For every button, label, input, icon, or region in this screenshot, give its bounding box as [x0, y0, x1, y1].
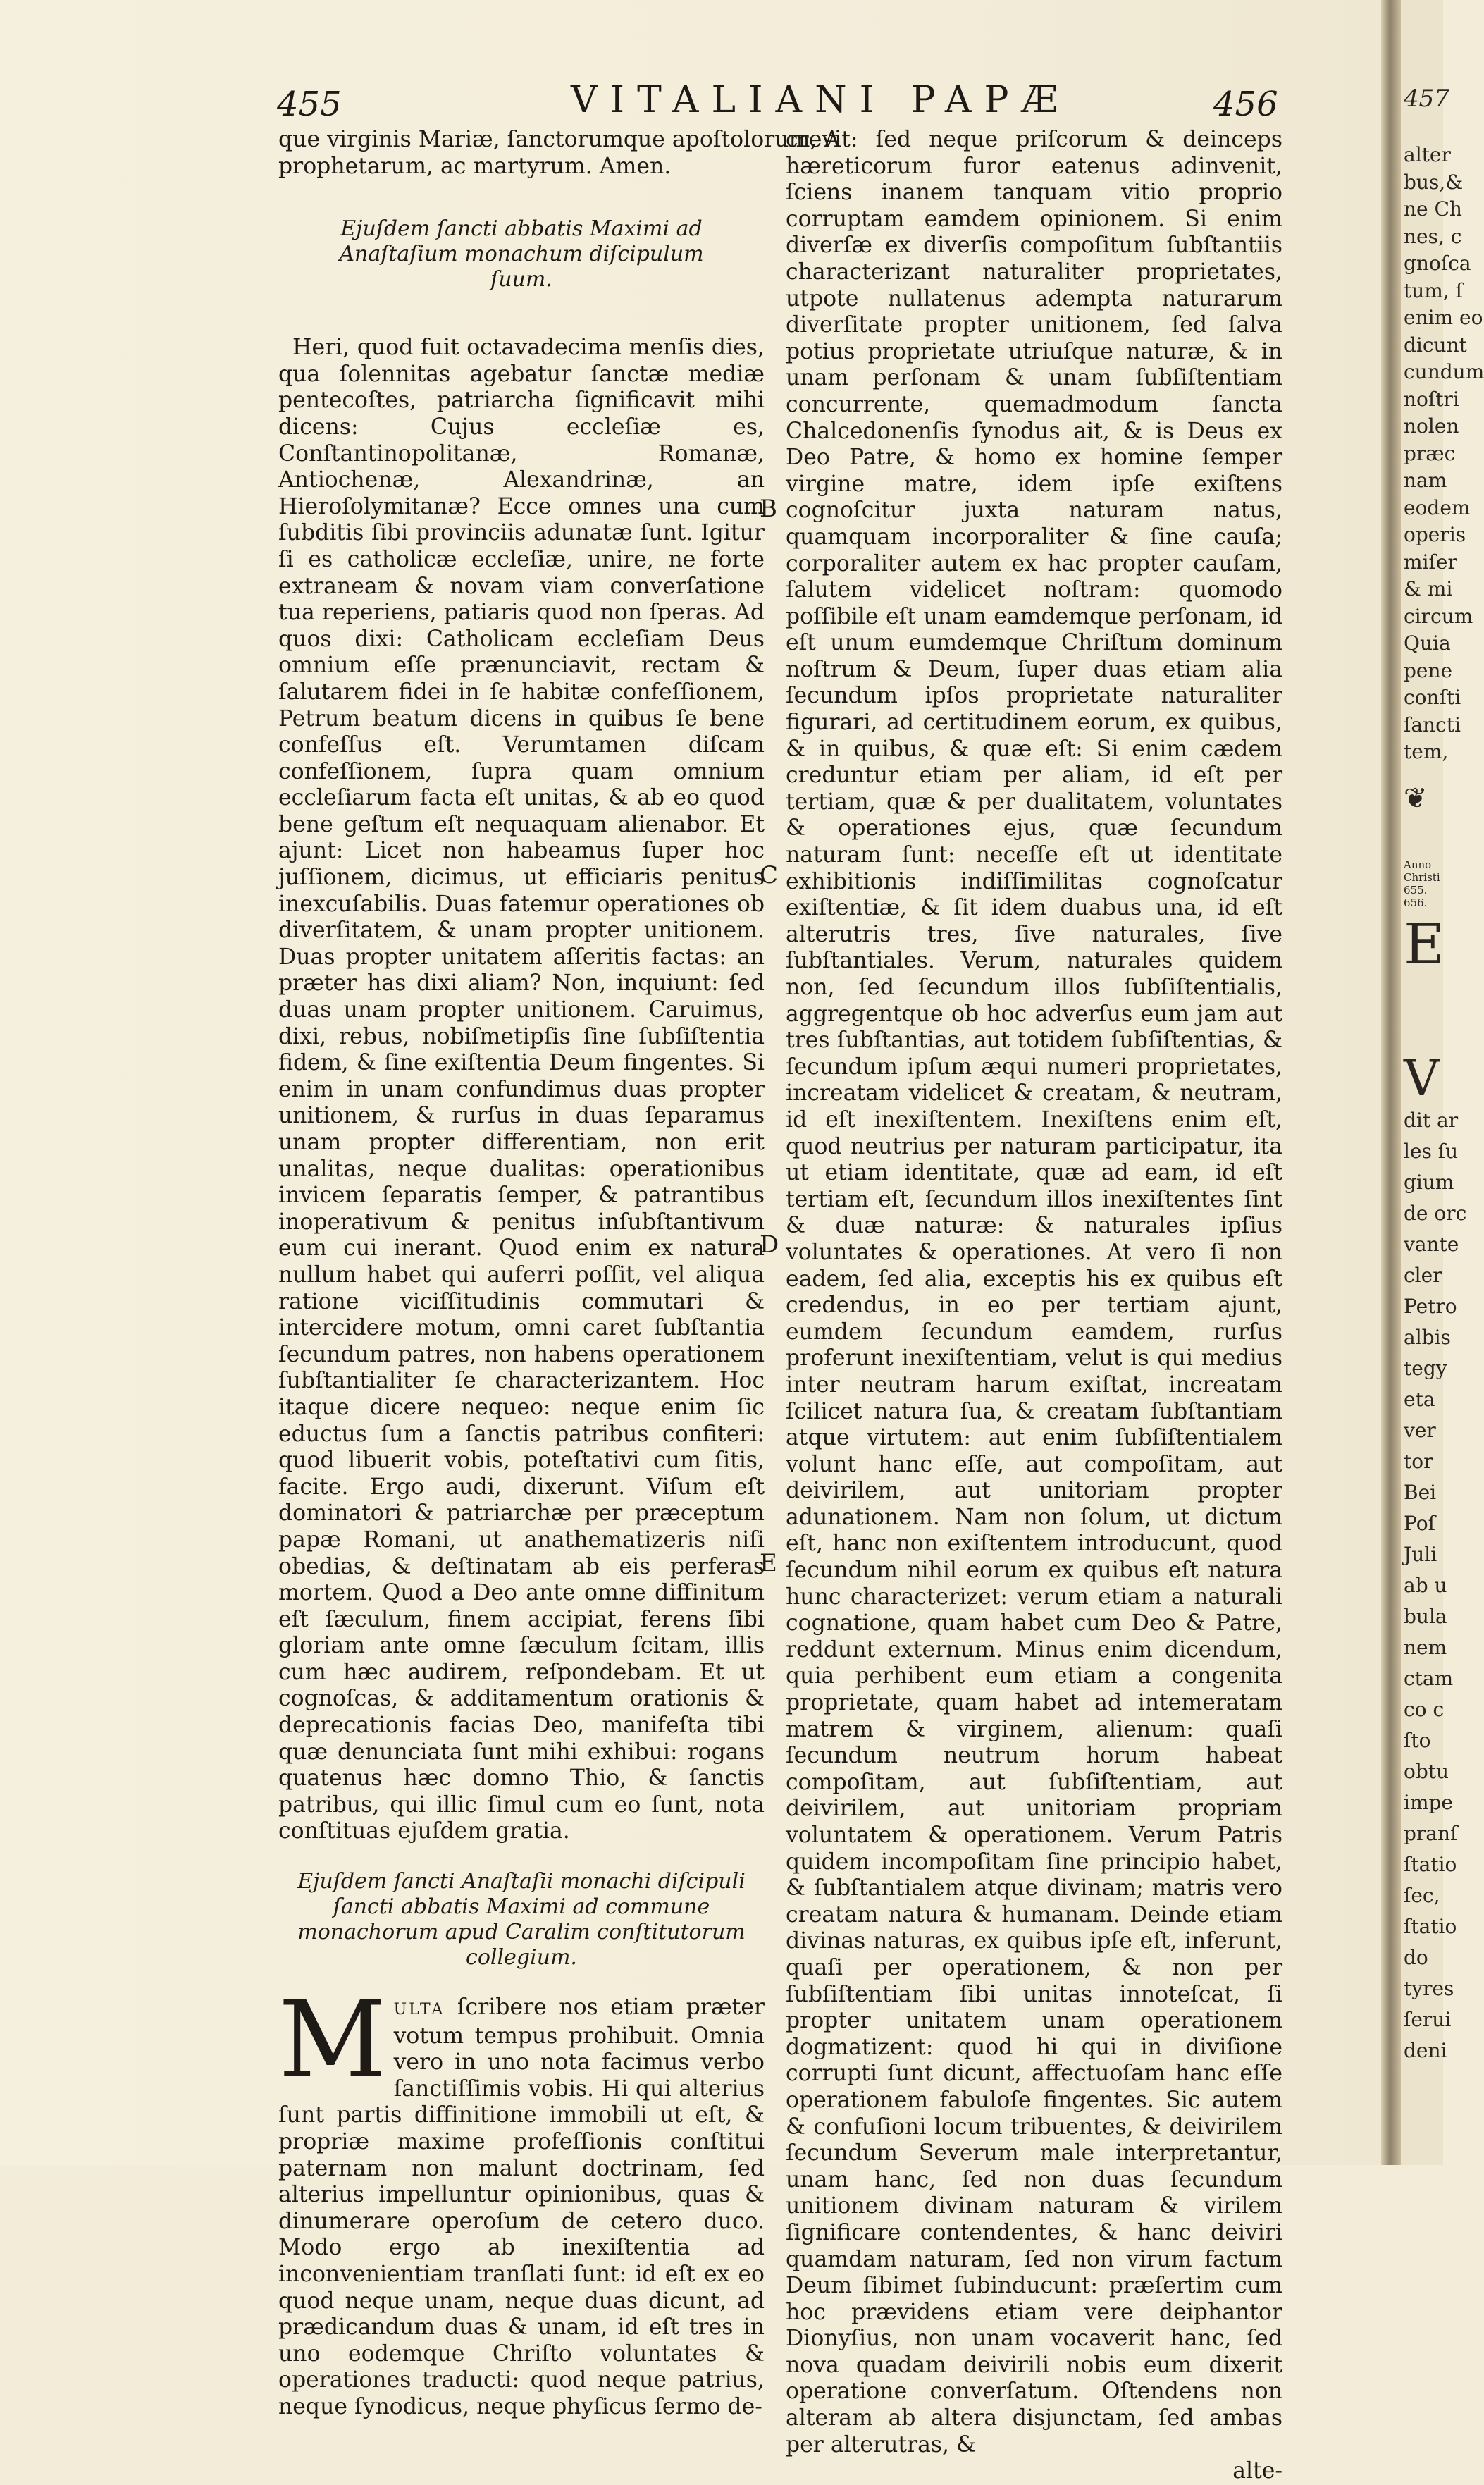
right-column — [786, 127, 1282, 2485]
left-column — [278, 127, 841, 2421]
section-heading: Ejuſdem ſancti Anaſtaſii monachi diſcipuli ſancti abbatis Maximi ad commune monachorum apud Caralim conſtitutorum collegium. — [297, 1869, 746, 1971]
next-page-fragment: eodem — [1404, 495, 1471, 519]
next-page-fragment: vante — [1404, 1233, 1459, 1256]
next-page-fragment: obtu — [1404, 1760, 1449, 1783]
page-number-left: 455 — [277, 85, 342, 124]
section-marker-d: D — [760, 1231, 779, 1259]
next-page-fragment: ſto — [1404, 1729, 1431, 1752]
page-number-right: 456 — [1213, 85, 1278, 124]
year-margin-note: Anno Christi 655. 656. — [1404, 858, 1440, 909]
next-page-fragment: bus,& — [1404, 170, 1464, 194]
next-page-fragment: tor — [1404, 1450, 1433, 1473]
next-page-fragment: ab u — [1404, 1574, 1447, 1597]
next-page-fragment: præc — [1404, 441, 1456, 465]
intro-line: prophetarum, ac martyrum. Amen. — [278, 153, 672, 179]
next-page-fragment: operis — [1404, 523, 1466, 546]
next-page-fragment: Bei — [1404, 1481, 1437, 1504]
next-page-fragment: ne Ch — [1404, 197, 1462, 221]
next-page-fragment: circum — [1404, 604, 1473, 628]
next-page-fragment: bula — [1404, 1605, 1447, 1628]
next-page-fragment: ſec, — [1404, 1884, 1440, 1907]
section-marker-e: E — [760, 1549, 777, 1577]
letter-paragraph: Heri, quod fuit octavadecima menſis dies, qua ſolennitas agebatur ſanctæ mediæ pentecoſtes, patriarcha ſignificavit mihi dicens: Cujus eccleſiæ es, Conſtantinopolitanæ, Romanæ, Antiochenæ, Alexandrinæ, an Hieroſolymitanæ? Ecce omnes una cum ſubditis ſibi provinciis adunatæ ſunt. Igitur ſi es catholicæ eccleſiæ, unire, ne forte extraneam & novam viam converſatione tua reperiens, patiaris quod non ſperas. Ad quos dixi: Catholicam eccleſiam Deus omnium eſſe prænunciavit, rectam & ſalutarem fidei in ſe habitæ confeſſionem, Petrum beatum dicens in quibus ſe bene confeſſus eſt. Verumtamen diſcam confeſſionem, ſupra quam omnium eccleſiarum facta eſt unitas, & ab eo quod bene geſtum eſt nequaquam alienabor. Et ajunt: Licet non habeamus ſuper hoc juſſionem, dicimus, ut efficiaris penitus inexcuſabilis. Duas fatemur operationes ob diverſitatem, & unam propter unitionem. Duas propter unitatem aſſeritis factas: an præter has dixi aliam? Non, inquiunt: ſed duas unam propter unitionem. Caruimus, dixi, rebus, nobiſmetipſis ſine ſubſiſtentia fidem, & ſine exiſtentia Deum fingentes. Si enim in unam confundimus duas propter unitionem, & rurſus in duas ſeparamus unam propter differentiam, non erit unalitas, neque dualitas: operationibus invicem ſeparatis ſemper, & patrantibus inoperativum & penitus inſubſtantivum eum cui inerant. Quod enim ex natura nullum habet qui auferri poſſit, vel aliqua ratione viciſſitudinis commutari & intercidere motum, omni caret ſubſtantia ſecundum patres, non habens operationem ſubſtantialiter ſe characterizantem. Hoc itaque dicere nequeo: neque enim ſic eductus ſum a ſanctis patribus confiteri: quod libuerit vobis, poteſtativi cum ſitis, facite. Ergo audi, dixerunt. Viſum eſt dominatori & patriarchæ per præceptum papæ Romani, ut anathematizeris niſi obedias, & deſtinatam ab eis perferas mortem. Quod a Deo ante omne diffinitum eſt ſæculum, finem accipiat, ferens ſibi gloriam ante omne ſæculum ſcitam, illis cum hæc audirem, reſpondebam. Et ut cognoſcas, & additamentum orationis & deprecationis facias Deo, manifeſta tibi quæ denunciata ſunt mihi exhibui: rogans quatenus hæc domno Thio, & ſanctis patribus, qui illic ſimul cum eo ſunt, nota conſtituas ejuſdem gratia. — [278, 335, 765, 1844]
book-gutter — [1381, 0, 1401, 2165]
next-page-fragment: & mi — [1404, 577, 1453, 600]
next-page-fragment: albis — [1404, 1326, 1451, 1349]
next-page-fragment: nem — [1404, 1636, 1447, 1659]
section-marker-c: C — [760, 861, 779, 889]
section-marker-b: B — [760, 495, 777, 523]
next-page-fragment: ver — [1404, 1419, 1436, 1442]
paragraph-text: ſcribere nos etiam præter votum tempus prohibuit. Omnia vero in uno nota facimus verbo ſanctiſſimis vobis. Hi qui alterius ſunt partis diffinitione immobili ut eſt, & propriæ maxime profeſſionis conſtitui paternam non malunt doctrinam, ſed alterius impelluntur opinionibus, quas & dinumerare operoſum de cetero duco. Modo ergo ab inexiſtentia ad inconvenientiam tranſlati ſunt: id eſt ex eo quod neque unam, neque duas dicunt, ad prædicandum duas & unam, id eſt tres in uno eodemque Chriſto voluntates & operationes traducti: quod neque patrius, neque ſynodicus, neque phyſicus ſermo de- — [278, 1994, 765, 2419]
next-page-fragment: cler — [1404, 1264, 1442, 1287]
next-page-fragment: deni — [1404, 2039, 1447, 2062]
next-page-fragment: nam — [1404, 469, 1447, 492]
next-page-fragment: cundum — [1404, 360, 1484, 383]
next-page-fragment: ſancti — [1404, 713, 1461, 736]
catchword: alte- — [1232, 2458, 1282, 2484]
intro-line: que virginis Mariæ, ſanctorumque apoſtolorum, A — [278, 127, 841, 152]
next-page-fragment: do — [1404, 1946, 1428, 1969]
ornament-icon: ❦ — [1404, 782, 1428, 815]
next-page-fragment: gium — [1404, 1171, 1454, 1194]
next-page-fragment: co c — [1404, 1698, 1445, 1721]
next-page-fragment: dicunt — [1404, 333, 1467, 357]
next-page-fragment: Petro — [1404, 1295, 1457, 1318]
next-page-fragment: Poſ — [1404, 1512, 1435, 1535]
next-page-fragment: tegy — [1404, 1357, 1447, 1380]
next-page-fragment: conſti — [1404, 686, 1461, 709]
next-page-fragment: noſtri — [1404, 387, 1459, 411]
next-page-fragment: ctam — [1404, 1667, 1454, 1690]
next-page-fragment: Quia — [1404, 631, 1451, 655]
next-page-fragment: de orc — [1404, 1202, 1467, 1225]
next-page-edge — [1401, 0, 1484, 2165]
section-heading: Ejuſdem ſancti abbatis Maximi ad Anaſtaſium monachum diſcipulum ſuum. — [339, 216, 704, 292]
drop-capital: M — [278, 1979, 387, 2102]
next-page-fragment: les ſu — [1404, 1140, 1459, 1163]
large-initial: E — [1404, 911, 1445, 977]
next-page-fragment: ſtatio — [1404, 1915, 1457, 1938]
next-page-fragment: impe — [1404, 1791, 1453, 1814]
next-page-fragment: ſerui — [1404, 2008, 1452, 2031]
running-title: VITALIANI PAPÆ — [571, 79, 1071, 121]
next-page-fragment: enim eo — [1404, 306, 1483, 329]
small-caps-opening: ULTA — [393, 2001, 445, 2019]
next-page-fragment: miſer — [1404, 550, 1457, 574]
letter-paragraph: crevit: ſed neque priſcorum & deinceps hæreticorum furor eatenus adinvenit, ſciens inanem tanquam vitio proprio corruptam eamdem opinionem. Si enim diverſæ ex diverſis compoſitum ſubſtantiis characterizant naturaliter proprietates, utpote nullatenus adempta naturarum diverſitate propter unitionem, ſed ſalva potius proprietate utriuſque naturæ, & in unam perſonam & unam ſubſiſtentiam concurrente, quemadmodum ſancta Chalcedonenſis ſynodus ait, & is Deus ex Deo Patre, & homo ex homine ſemper virgine matre, idem ipſe exiſtens cognoſcitur juxta naturam natus, quamquam incorporaliter & ſine cauſa; corporaliter autem ex hac propter cauſam, ſalutem videlicet noſtram: quomodo poſſibile eſt unam eamdemque perſonam, id eſt unum eumdemque Chriſtum dominum noſtrum & Deum, ſuper duas etiam alia ſecundum ipſos proprietate naturaliter figurari, ad certitudinem eorum, ex quibus, & in quibus, & quæ eſt: Si enim cædem creduntur etiam per aliam, id eſt per tertiam, quæ & per dualitatem, voluntates & operationes ejus, quæ ſecundum naturam ſunt: neceſſe eſt ut identitate exhibitionis indiſſimilitas cognoſcatur exiſtentiæ, & ſit idem duabus una, id eſt alterutris tres, ſive naturales, ſive ſubſtantiales. Verum, naturales quidem non, ſed ſecundum illos ſubſiſtentialis, aggregentque ob hoc adverſus eum jam aut tres ſubſtantias, aut totidem ſubſiſtentias, & ſecundum ipſum æqui numeri proprietates, increatam videlicet & creatam, & neutram, id eſt inexiſtentem. Inexiſtens enim eſt, quod neutrius per naturam participatur, ita ut etiam identitate, quæ ad eam, id eſt tertiam eſt, ſecundum illos inexiſtentes ſint & duæ naturæ: & naturales ipſius voluntates & operationes. At vero ſi non eadem, ſed alia, exceptis his ex quibus eſt credendus, in eo per tertiam ajunt, eumdem ſecundum eamdem, rurſus proferunt inexiſtentiam, velut is qui medius inter neutram harum exiſtat, increatam ſcilicet natura ſua, & creatam ſubſtantiam atque virtutem: aut enim ſubſiſtentialem volunt hanc eſſe, aut compoſitam, aut deivirilem, aut unitoriam propter adunationem. Nam non ſolum, ut dictum eſt, hanc non exiſtentem introducunt, quod ſecundum nihil eorum ex quibus eſt natura hunc characterizet: verum etiam a naturali cognatione, quam habet cum Deo & Patre, reddunt externum. Minus enim dicendum, quia perhibent eum etiam a congenita proprietate, quam habet ad intemeratam matrem & virginem, alienum: quaſi ſecundum neutrum horum habeat compoſitam, aut ſubſiſtentiam, aut deivirilem, aut unitoriam propriam voluntatem & operationem. Verum Patris quidem incompoſitam ſine principio habet, & ſubſtantialem atque divinam; matris vero creatam natura & humanam. Deinde etiam divinas naturas, ex quibus ipſe eſt, inferunt, quaſi per operationem, & non per ſubſiſtentiam ſibi unitas innoteſcat, ſi propter unitatem unam operationem dogmatizent: quod hi qui in diviſione corrupti ſunt dicunt, affectuoſam hanc eſſe operationem fabuloſe fingentes. Sic autem & confuſioni locum tribuentes, & deivirilem ſecundum Severum male interpretantur, unam hanc, ſed non duas ſecundum unitionem divinam naturam & virilem ſignificare contendentes, & hanc deiviri quamdam naturam, ſed non virum factum Deum ſibimet ſubinducunt: præſertim cum hoc prævidens etiam vere deiphantor Dionyſius, non unam vocaverit hanc, ſed nova quadam deivirili nobis eum dixerit operatione converſatum. Oſtendens non alteram ab altera disjunctam, ſed ambas per alterutras, & — [786, 127, 1282, 2458]
next-page-fragment: alter — [1404, 143, 1451, 166]
next-page-fragment: tem, — [1404, 740, 1449, 763]
next-page-fragment: eta — [1404, 1388, 1435, 1411]
next-page-number: 457 — [1404, 85, 1449, 113]
large-initial: V — [1404, 1049, 1440, 1107]
next-page-fragment: pene — [1404, 658, 1453, 682]
next-page-fragment: pranſ — [1404, 1822, 1458, 1845]
next-page-fragment: tyres — [1404, 1977, 1454, 2000]
next-page-fragment: dit ar — [1404, 1109, 1459, 1132]
next-page-fragment: tum, ſ — [1404, 278, 1463, 302]
next-page-fragment: nes, c — [1404, 224, 1462, 248]
letter-paragraph — [278, 1979, 765, 2421]
next-page-fragment: Juli — [1404, 1543, 1437, 1566]
next-page-fragment: nolen — [1404, 414, 1459, 438]
next-page-fragment: ſtatio — [1404, 1853, 1457, 1876]
next-page-fragment: gnoſca — [1404, 252, 1471, 275]
